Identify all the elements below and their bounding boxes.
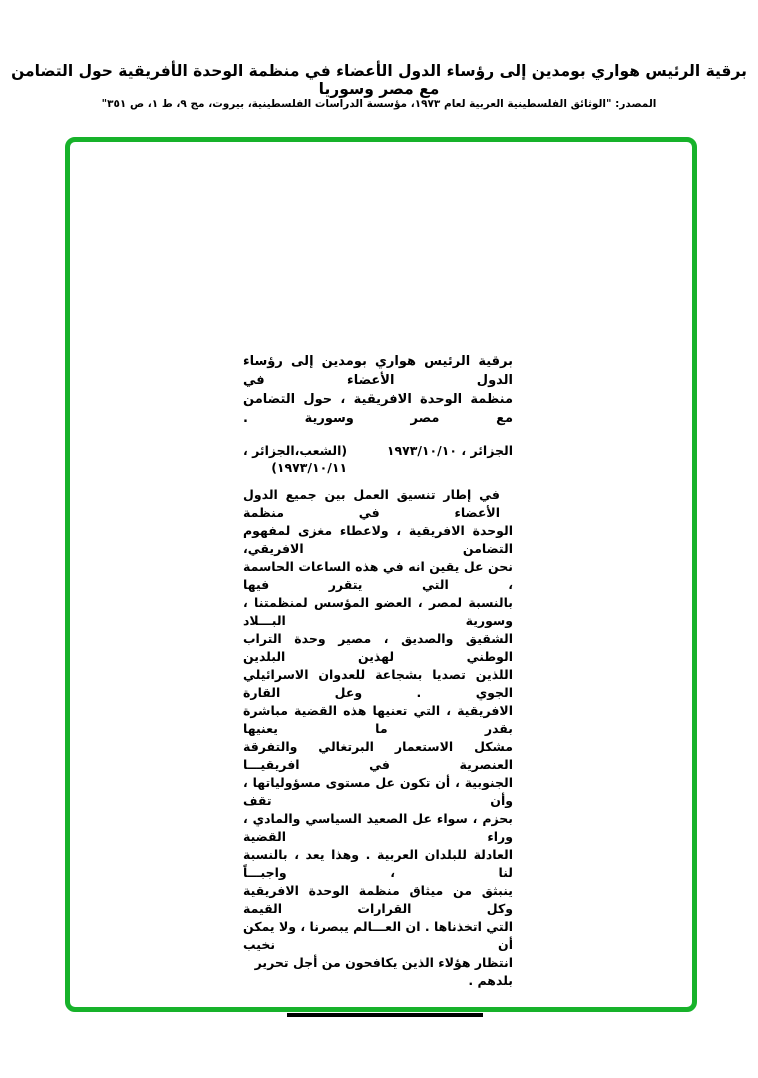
- place-and-date: الجزائر ، ١٩٧٣/١٠/١٠: [386, 443, 513, 458]
- heading-line: برقية الرئيس هواري بومدين إلى رؤساء الدول الأعضاء في: [243, 354, 513, 388]
- body-line: الشقيق والصديق ، مصير وحدة التراب الوطني لهذين البلدين: [243, 631, 513, 664]
- body-line: ينبثق من ميثاق منظمة الوحدة الافريقية وكل القرارات القيمة: [243, 883, 513, 916]
- document-frame: [65, 137, 697, 1012]
- body-line: انتظار هؤلاء الذين يكافحون من أجل تحرير بلدهم .: [254, 955, 513, 988]
- dateline: [243, 442, 513, 476]
- body-line: نحن عل يقين انه في هذه الساعات الحاسمة ، التي يتقرر فيها: [243, 559, 513, 592]
- body-line: اللذين تصديا بشجاعة للعدوان الاسرائيلي الجوي . وعل القارة: [243, 667, 513, 700]
- body-line: بالنسبة لمصر ، العضو المؤسس لمنظمتنا ، وسورية البـــلاد: [243, 595, 513, 628]
- heading-line: منظمة الوحدة الافريقية ، حول التضامن مع مصر وسورية .: [243, 392, 513, 426]
- body-line: التي اتخذناها . ان العـــالم يبصرنا ، ولا يمكن أن نخيب: [243, 919, 513, 952]
- citation-line: (الشعب،الجزائر ،: [243, 443, 348, 458]
- body-line: في إطار تنسيق العمل بين جميع الدول الأعضاء في منظمة: [243, 487, 500, 520]
- citation-line: ١٩٧٣/١٠/١١): [271, 460, 348, 475]
- body-line: الافريقية ، التي تعنيها هذه القضية مباشرة بقدر ما يعنيها: [243, 703, 513, 736]
- body-line: مشكل الاستعمار البرتغالي والتفرقة العنصرية في افريقيـــا: [243, 739, 513, 772]
- end-of-document-rule: [287, 1013, 483, 1017]
- body-line: بحزم ، سواء عل الصعيد السياسي والمادي ، وراء القضية: [243, 811, 513, 844]
- newspaper-citation: [243, 442, 347, 476]
- body-line: الجنوبية ، أن تكون عل مستوى مسؤولياتها ، وأن تقف: [243, 775, 513, 808]
- page-title: برقية الرئيس هواري بومدين إلى رؤساء الدول الأعضاء في منظمة الوحدة الأفريقية حول التضامن مع مصر وسوريا: [11, 62, 747, 98]
- body-line: الوحدة الافريقية ، ولاعطاء مغزى لمفهوم التضامن الافريقي،: [243, 523, 513, 556]
- document-body: [243, 486, 513, 990]
- body-line: العادلة للبلدان العربية . وهذا يعد ، بالنسبة لنا ، واجبـــاً: [243, 847, 513, 880]
- document-heading: [243, 352, 513, 428]
- source-citation: المصدر: "الوثائق الفلسطينية العربية لعام ١٩٧٣، مؤسسة الدراسات الفلسطينية، بيروت، مج ٩، ط ١، ص ٣٥١": [101, 98, 657, 110]
- document-text-column: [243, 352, 513, 1017]
